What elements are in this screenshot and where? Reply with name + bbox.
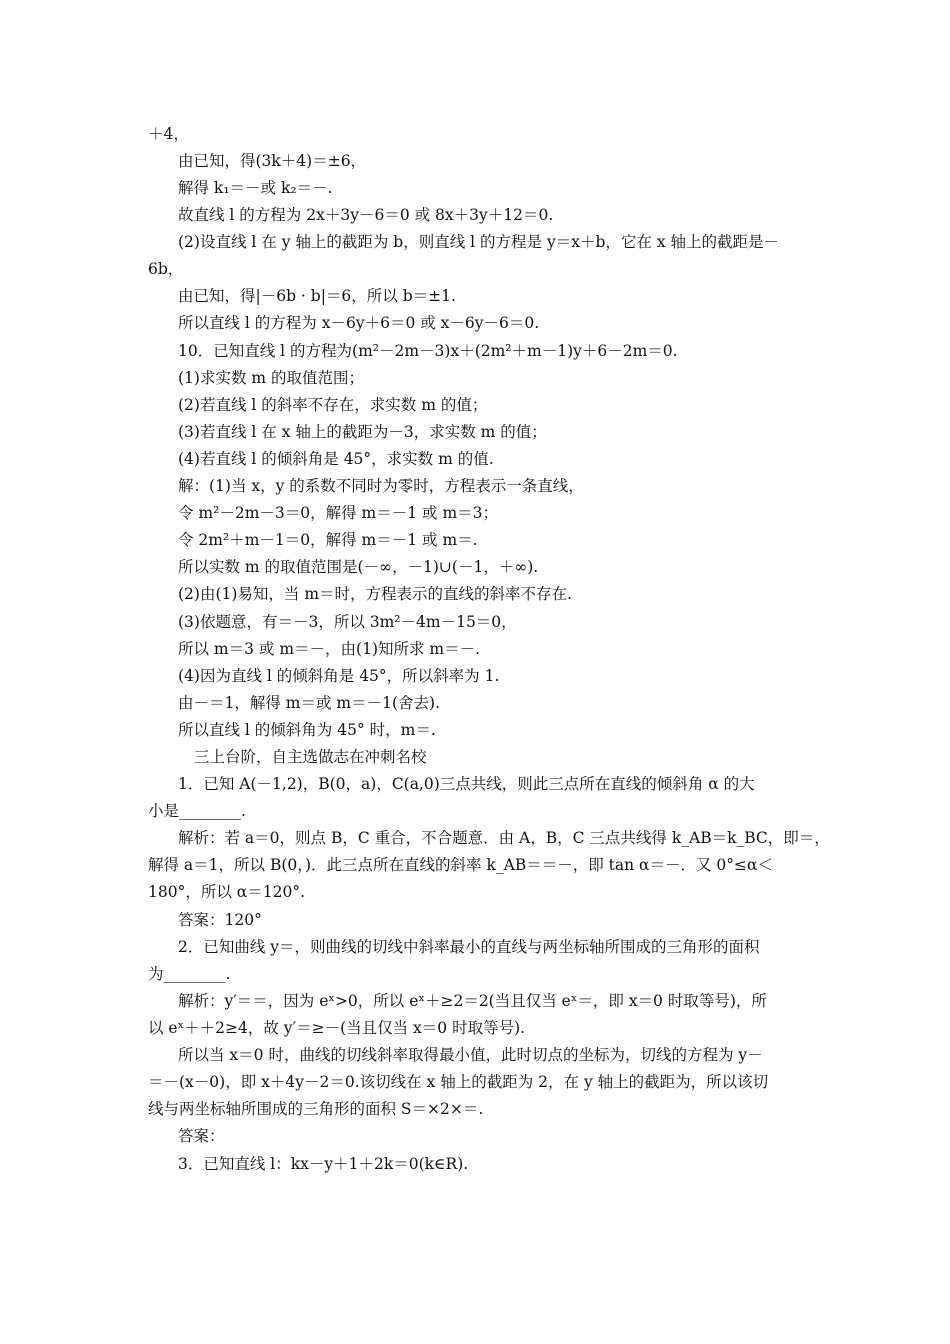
text-line: 小是________. [148,802,246,820]
text-line: (2)若直线 l 的斜率不存在，求实数 m 的值； [178,396,488,414]
text-line: 1．已知 A(－1,2)，B(0，a)，C(a,0)三点共线，则此三点所在直线的倾斜角 α 的大 [178,775,755,793]
text-line: (2)设直线 l 在 y 轴上的截距为 b，则直线 l 的方程是 y＝x＋b，它在 x 轴上的截距是－ [178,233,779,251]
text-line: 由已知，得|－6b · b|＝6，所以 b＝±1. [178,287,456,305]
text-line: 解得 a＝1，所以 B(0，)．此三点所在直线的斜率 k_AB＝＝－，即 tan α＝－．又 0°≤α＜ [148,856,773,874]
text-line: 解析：y′＝＝，因为 eˣ>0，所以 eˣ＋≥2＝2(当且仅当 eˣ＝，即 x＝0 时取等号)，所 [178,992,767,1010]
answer-line: 答案：120° [178,911,262,929]
text-line: 解：(1)当 x，y 的系数不同时为零时，方程表示一条直线， [178,477,584,495]
text-line: (1)求实数 m 的取值范围； [178,369,365,387]
text-line: 2．已知曲线 y＝，则曲线的切线中斜率最小的直线与两坐标轴所围成的三角形的面积 [178,938,760,956]
text-line: 由已知，得(3k＋4)＝±6， [178,152,367,170]
text-line: 故直线 l 的方程为 2x＋3y－6＝0 或 8x＋3y＋12＝0. [178,206,554,224]
text-line: (3)依题意，有＝－3，所以 3m²－4m－15＝0， [178,613,517,631]
text-line: 令 2m²＋m－1＝0，解得 m＝－1 或 m＝. [178,531,478,549]
text-line: 所以 m＝3 或 m＝－，由(1)知所求 m＝－. [178,640,481,658]
text-line: ＝－(x－0)，即 x＋4y－2＝0.该切线在 x 轴上的截距为 2，在 y 轴上的截距为，所以该切 [148,1073,769,1091]
text-line: ＋4， [148,125,189,143]
text-line: (3)若直线 l 在 x 轴上的截距为－3，求实数 m 的值； [178,423,547,441]
section-heading: 三上台阶，自主选做志在冲刺名校 [194,748,427,766]
text-line: 线与两坐标轴所围成的三角形的面积 S＝×2×＝. [148,1100,484,1118]
text-line: 6b， [148,260,184,278]
text-line: 3．已知直线 l：kx－y＋1＋2k＝0(k∈R). [178,1155,469,1173]
text-line: 令 m²－2m－3＝0，解得 m＝－1 或 m＝3； [178,504,499,522]
text-line: 所以当 x＝0 时，曲线的切线斜率取得最小值，此时切点的坐标为，切线的方程为 y－ [178,1046,763,1064]
text-line: 以 eˣ＋＋2≥4，故 y′＝≥－(当且仅当 x＝0 时取等号). [148,1019,526,1037]
text-line: 解析：若 a＝0，则点 B，C 重合，不合题意．由 A，B，C 三点共线得 k_AB＝k_BC，即＝， [178,829,830,847]
text-line: (4)因为直线 l 的倾斜角是 45°，所以斜率为 1. [178,667,500,685]
text-line: 由－＝1，解得 m＝或 m＝－1(舍去). [178,694,440,712]
answer-line: 答案： [178,1127,225,1145]
text-line: 所以直线 l 的方程为 x－6y＋6＝0 或 x－6y－6＝0. [178,314,540,332]
text-line: 180°，所以 α＝120°. [148,883,305,901]
problem-10-title: 10．已知直线 l 的方程为(m²－2m－3)x＋(2m²＋m－1)y＋6－2m＝0. [178,342,678,360]
text-line: (2)由(1)易知，当 m＝时，方程表示的直线的斜率不存在. [178,585,572,603]
text-line: (4)若直线 l 的倾斜角是 45°，求实数 m 的值. [178,450,494,468]
text-line: 为________. [148,965,231,983]
text-line: 所以直线 l 的倾斜角为 45° 时，m＝. [178,721,436,739]
text-line: 所以实数 m 的取值范围是(－∞，－1)∪(－1，＋∞). [178,558,539,576]
text-line: 解得 k₁＝－或 k₂＝－. [178,179,333,197]
